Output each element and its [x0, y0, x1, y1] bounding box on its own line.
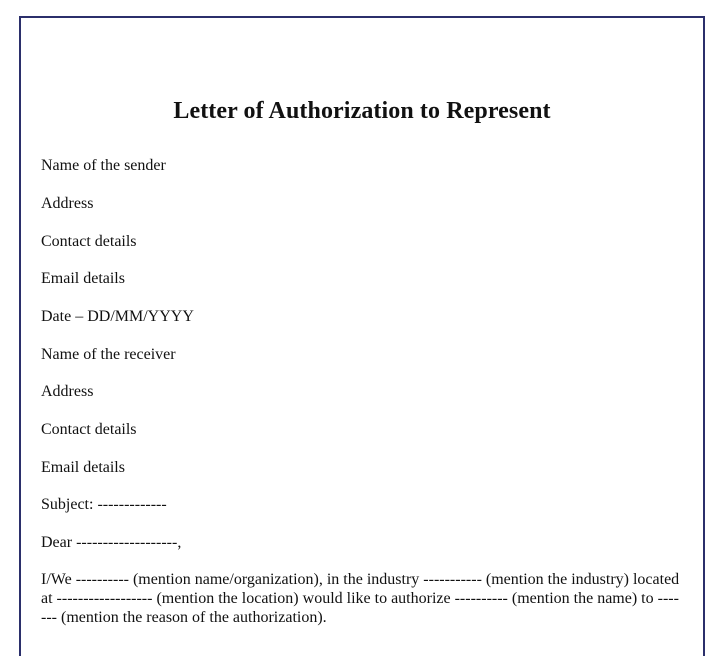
letter-title: Letter of Authorization to Represent [173, 98, 551, 124]
receiver-name: Name of the receiver [41, 346, 176, 363]
body-paragraph: I/We ---------- (mention name/organization), in the industry ----------- (mention the industry) located at ------------------ (mention the location) would like to authorize ---------- (mention the name) to ------- (mention the reason of the authorization). [41, 571, 680, 626]
sender-email: Email details [41, 270, 125, 287]
sender-contact: Contact details [41, 233, 137, 250]
subject-line: Subject: ------------- [41, 496, 167, 513]
sender-address: Address [41, 195, 94, 212]
letter-page [19, 16, 705, 656]
salutation: Dear -------------------, [41, 534, 182, 551]
letter-date: Date – DD/MM/YYYY [41, 308, 194, 325]
receiver-address: Address [41, 383, 94, 400]
receiver-email: Email details [41, 459, 125, 476]
sender-name: Name of the sender [41, 157, 166, 174]
receiver-contact: Contact details [41, 421, 137, 438]
